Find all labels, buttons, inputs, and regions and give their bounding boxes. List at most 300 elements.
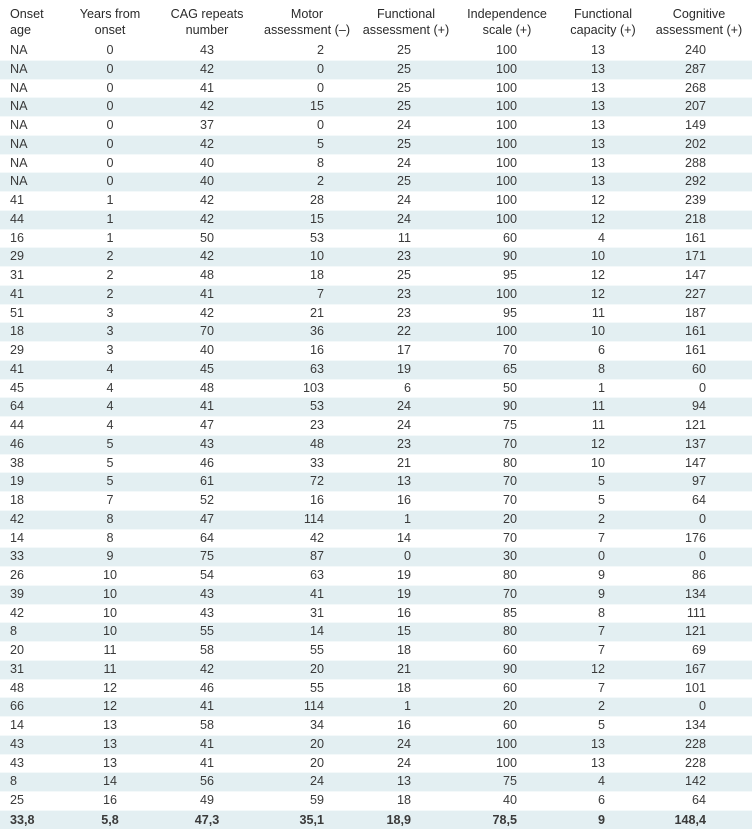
table-cell: 19 bbox=[0, 473, 62, 492]
table-row bbox=[0, 642, 752, 661]
column-header-line: Years from bbox=[79, 7, 141, 21]
table-cell: 161 bbox=[646, 342, 752, 361]
table-cell: 5 bbox=[560, 492, 646, 511]
table-cell: 13 bbox=[560, 135, 646, 154]
table-cell: 43 bbox=[158, 435, 256, 454]
table-cell: 8 bbox=[0, 623, 62, 642]
table-cell: 56 bbox=[158, 773, 256, 792]
table-cell: 0 bbox=[646, 379, 752, 398]
table-cell: 46 bbox=[0, 435, 62, 454]
table-cell: 66 bbox=[0, 698, 62, 717]
table-cell: 58 bbox=[158, 642, 256, 661]
table-cell: 54 bbox=[158, 567, 256, 586]
table-cell: 19 bbox=[358, 585, 454, 604]
table-cell: 13 bbox=[560, 42, 646, 60]
table-cell: 14 bbox=[0, 717, 62, 736]
table-cell: 147 bbox=[646, 267, 752, 286]
table-cell: 64 bbox=[0, 398, 62, 417]
table-cell: 41 bbox=[0, 192, 62, 211]
table-cell: 42 bbox=[158, 98, 256, 117]
table-row bbox=[0, 267, 752, 286]
total-cell: 35,1 bbox=[256, 810, 358, 829]
table-cell: 0 bbox=[646, 510, 752, 529]
column-header bbox=[560, 0, 646, 42]
table-cell: 171 bbox=[646, 248, 752, 267]
table-cell: 103 bbox=[256, 379, 358, 398]
table-cell: 42 bbox=[0, 604, 62, 623]
table-cell: 18 bbox=[0, 492, 62, 511]
table-row bbox=[0, 529, 752, 548]
table-cell: 24 bbox=[358, 735, 454, 754]
table-cell: 38 bbox=[0, 454, 62, 473]
table-cell: 41 bbox=[0, 285, 62, 304]
table-cell: 25 bbox=[358, 42, 454, 60]
table-cell: 48 bbox=[158, 379, 256, 398]
table-cell: NA bbox=[0, 42, 62, 60]
table-cell: 42 bbox=[158, 135, 256, 154]
table-cell: 41 bbox=[158, 754, 256, 773]
table-cell: 46 bbox=[158, 454, 256, 473]
table-row bbox=[0, 792, 752, 811]
table-cell: 41 bbox=[158, 398, 256, 417]
table-cell: 1 bbox=[358, 510, 454, 529]
table-cell: 7 bbox=[256, 285, 358, 304]
table-cell: 72 bbox=[256, 473, 358, 492]
table-cell: 25 bbox=[0, 792, 62, 811]
table-cell: 31 bbox=[0, 267, 62, 286]
table-cell: 19 bbox=[358, 360, 454, 379]
table-cell: 9 bbox=[560, 585, 646, 604]
table-row bbox=[0, 698, 752, 717]
table-cell: 287 bbox=[646, 60, 752, 79]
table-cell: 100 bbox=[454, 60, 560, 79]
table-cell: 19 bbox=[358, 567, 454, 586]
table-cell: 218 bbox=[646, 210, 752, 229]
table-cell: 90 bbox=[454, 248, 560, 267]
table-cell: 50 bbox=[158, 229, 256, 248]
column-header-line: Onset bbox=[10, 7, 44, 21]
table-cell: 0 bbox=[358, 548, 454, 567]
total-cell: 9 bbox=[560, 810, 646, 829]
table-cell: 8 bbox=[560, 604, 646, 623]
table-cell: 7 bbox=[560, 679, 646, 698]
table-row bbox=[0, 398, 752, 417]
table-cell: 70 bbox=[158, 323, 256, 342]
table-cell: 42 bbox=[158, 304, 256, 323]
table-cell: 7 bbox=[62, 492, 158, 511]
table-row bbox=[0, 717, 752, 736]
table-cell: 18 bbox=[358, 679, 454, 698]
table-cell: 0 bbox=[62, 117, 158, 136]
table-cell: 45 bbox=[0, 379, 62, 398]
table-cell: 28 bbox=[256, 192, 358, 211]
table-cell: NA bbox=[0, 60, 62, 79]
table-cell: 0 bbox=[62, 173, 158, 192]
table-cell: 63 bbox=[256, 360, 358, 379]
table-cell: 94 bbox=[646, 398, 752, 417]
table-row bbox=[0, 679, 752, 698]
table-cell: 8 bbox=[560, 360, 646, 379]
table-cell: 55 bbox=[256, 679, 358, 698]
table-cell: 11 bbox=[560, 417, 646, 436]
table-cell: 49 bbox=[158, 792, 256, 811]
table-cell: 36 bbox=[256, 323, 358, 342]
table-cell: 25 bbox=[358, 60, 454, 79]
column-header-line: Motor bbox=[290, 7, 324, 21]
table-cell: 10 bbox=[256, 248, 358, 267]
table-cell: 12 bbox=[560, 267, 646, 286]
column-header-line: assessment (–) bbox=[263, 23, 351, 37]
table-cell: 70 bbox=[454, 492, 560, 511]
table-cell: 33 bbox=[0, 548, 62, 567]
table-cell: 13 bbox=[560, 117, 646, 136]
table-cell: 4 bbox=[62, 417, 158, 436]
table-cell: 70 bbox=[454, 473, 560, 492]
table-cell: 13 bbox=[358, 473, 454, 492]
table-cell: 10 bbox=[560, 248, 646, 267]
table-cell: 42 bbox=[158, 60, 256, 79]
table-cell: 41 bbox=[158, 735, 256, 754]
table-body bbox=[0, 42, 752, 810]
table-cell: 0 bbox=[62, 42, 158, 60]
table-row bbox=[0, 510, 752, 529]
table-cell: 18 bbox=[0, 323, 62, 342]
table-cell: 31 bbox=[256, 604, 358, 623]
table-cell: 4 bbox=[62, 379, 158, 398]
table-row bbox=[0, 773, 752, 792]
table-cell: 80 bbox=[454, 623, 560, 642]
table-cell: 5 bbox=[62, 454, 158, 473]
table-cell: 24 bbox=[358, 754, 454, 773]
table-cell: 2 bbox=[560, 510, 646, 529]
table-cell: 21 bbox=[358, 660, 454, 679]
table-cell: 16 bbox=[0, 229, 62, 248]
table-cell: 167 bbox=[646, 660, 752, 679]
table-row bbox=[0, 604, 752, 623]
table-cell: 114 bbox=[256, 698, 358, 717]
table-cell: 14 bbox=[0, 529, 62, 548]
table-cell: 13 bbox=[560, 173, 646, 192]
table-cell: 86 bbox=[646, 567, 752, 586]
table-cell: 0 bbox=[62, 154, 158, 173]
table-cell: 0 bbox=[256, 79, 358, 98]
table-cell: 228 bbox=[646, 735, 752, 754]
table-cell: 85 bbox=[454, 604, 560, 623]
table-cell: 176 bbox=[646, 529, 752, 548]
table-cell: 11 bbox=[62, 660, 158, 679]
table-cell: 10 bbox=[62, 623, 158, 642]
table-cell: 87 bbox=[256, 548, 358, 567]
table-row bbox=[0, 229, 752, 248]
table-cell: 8 bbox=[62, 510, 158, 529]
table-cell: 7 bbox=[560, 529, 646, 548]
table-cell: 114 bbox=[256, 510, 358, 529]
totals-row bbox=[0, 810, 752, 829]
table-cell: 0 bbox=[646, 548, 752, 567]
table-cell: 13 bbox=[62, 735, 158, 754]
table-cell: 24 bbox=[358, 398, 454, 417]
table-cell: 65 bbox=[454, 360, 560, 379]
table-cell: 18 bbox=[358, 642, 454, 661]
table-cell: 70 bbox=[454, 435, 560, 454]
table-cell: 100 bbox=[454, 42, 560, 60]
table-cell: 3 bbox=[62, 323, 158, 342]
table-cell: 70 bbox=[454, 585, 560, 604]
table-cell: 121 bbox=[646, 417, 752, 436]
column-header-line: assessment (+) bbox=[362, 23, 450, 37]
table-cell: 11 bbox=[62, 642, 158, 661]
table-cell: 13 bbox=[560, 79, 646, 98]
table-cell: 8 bbox=[0, 773, 62, 792]
table-cell: 60 bbox=[454, 679, 560, 698]
table-row bbox=[0, 192, 752, 211]
table-cell: 1 bbox=[560, 379, 646, 398]
table-row bbox=[0, 417, 752, 436]
table-cell: 227 bbox=[646, 285, 752, 304]
table-row bbox=[0, 473, 752, 492]
table-row bbox=[0, 117, 752, 136]
table-row bbox=[0, 210, 752, 229]
table-cell: 47 bbox=[158, 417, 256, 436]
table-cell: 63 bbox=[256, 567, 358, 586]
table-cell: 149 bbox=[646, 117, 752, 136]
table-row bbox=[0, 323, 752, 342]
table-cell: 288 bbox=[646, 154, 752, 173]
table-cell: 64 bbox=[158, 529, 256, 548]
table-cell: 41 bbox=[256, 585, 358, 604]
table-row bbox=[0, 660, 752, 679]
column-header bbox=[454, 0, 560, 42]
table-cell: 161 bbox=[646, 229, 752, 248]
total-cell: 33,8 bbox=[0, 810, 62, 829]
column-header-line: capacity (+) bbox=[570, 23, 636, 37]
header-row bbox=[0, 0, 752, 42]
table-cell: 40 bbox=[158, 173, 256, 192]
total-cell: 47,3 bbox=[158, 810, 256, 829]
table-cell: 1 bbox=[62, 210, 158, 229]
table-cell: NA bbox=[0, 79, 62, 98]
table-cell: 12 bbox=[62, 679, 158, 698]
table-cell: 2 bbox=[62, 267, 158, 286]
table-row bbox=[0, 360, 752, 379]
table-cell: 69 bbox=[646, 642, 752, 661]
table-cell: 21 bbox=[256, 304, 358, 323]
table-cell: 97 bbox=[646, 473, 752, 492]
table-cell: 10 bbox=[62, 585, 158, 604]
table-cell: 4 bbox=[560, 229, 646, 248]
table-cell: 0 bbox=[256, 60, 358, 79]
column-header-line: Independence bbox=[467, 7, 547, 21]
table-cell: 10 bbox=[62, 604, 158, 623]
table-cell: 111 bbox=[646, 604, 752, 623]
table-cell: 13 bbox=[560, 98, 646, 117]
table-row bbox=[0, 735, 752, 754]
table-cell: 42 bbox=[158, 192, 256, 211]
table-cell: 80 bbox=[454, 567, 560, 586]
table-cell: 12 bbox=[62, 698, 158, 717]
table-cell: 6 bbox=[358, 379, 454, 398]
table-cell: 0 bbox=[646, 698, 752, 717]
table-cell: 16 bbox=[62, 792, 158, 811]
table-cell: 9 bbox=[560, 567, 646, 586]
table-cell: 14 bbox=[358, 529, 454, 548]
table-cell: 17 bbox=[358, 342, 454, 361]
column-header-line: number bbox=[185, 23, 229, 37]
table-cell: 101 bbox=[646, 679, 752, 698]
table-cell: 15 bbox=[256, 98, 358, 117]
table-cell: 14 bbox=[62, 773, 158, 792]
table-cell: 64 bbox=[646, 492, 752, 511]
table-row bbox=[0, 135, 752, 154]
table-cell: 16 bbox=[256, 492, 358, 511]
table-cell: 47 bbox=[158, 510, 256, 529]
column-header-line: CAG repeats bbox=[170, 7, 244, 21]
table-cell: 48 bbox=[0, 679, 62, 698]
table-row bbox=[0, 435, 752, 454]
table-cell: 10 bbox=[560, 323, 646, 342]
table-cell: 100 bbox=[454, 192, 560, 211]
table-cell: 22 bbox=[358, 323, 454, 342]
table-cell: 75 bbox=[454, 773, 560, 792]
table-cell: 16 bbox=[358, 604, 454, 623]
table-cell: 23 bbox=[256, 417, 358, 436]
column-header bbox=[62, 0, 158, 42]
table-cell: NA bbox=[0, 173, 62, 192]
table-cell: 7 bbox=[560, 623, 646, 642]
table-row bbox=[0, 98, 752, 117]
table-cell: 48 bbox=[158, 267, 256, 286]
table-cell: 45 bbox=[158, 360, 256, 379]
table-cell: 95 bbox=[454, 304, 560, 323]
table-cell: 40 bbox=[158, 342, 256, 361]
table-cell: 41 bbox=[158, 285, 256, 304]
table-cell: 4 bbox=[62, 398, 158, 417]
table-cell: 41 bbox=[0, 360, 62, 379]
table-cell: 40 bbox=[158, 154, 256, 173]
table-cell: 9 bbox=[62, 548, 158, 567]
table-row bbox=[0, 567, 752, 586]
table-cell: NA bbox=[0, 98, 62, 117]
table-row bbox=[0, 154, 752, 173]
table-row bbox=[0, 248, 752, 267]
table-cell: 239 bbox=[646, 192, 752, 211]
table-cell: 202 bbox=[646, 135, 752, 154]
table-row bbox=[0, 492, 752, 511]
table-cell: 6 bbox=[560, 342, 646, 361]
table-cell: 0 bbox=[256, 117, 358, 136]
table-row bbox=[0, 342, 752, 361]
table-cell: 33 bbox=[256, 454, 358, 473]
table-cell: 1 bbox=[358, 698, 454, 717]
table-cell: 13 bbox=[560, 754, 646, 773]
table-cell: 2 bbox=[62, 248, 158, 267]
table-cell: 187 bbox=[646, 304, 752, 323]
table-cell: 75 bbox=[454, 417, 560, 436]
table-cell: 25 bbox=[358, 135, 454, 154]
table-cell: 46 bbox=[158, 679, 256, 698]
table-cell: 60 bbox=[454, 642, 560, 661]
table-cell: 42 bbox=[158, 660, 256, 679]
table-cell: 52 bbox=[158, 492, 256, 511]
table-cell: 23 bbox=[358, 248, 454, 267]
table-cell: 20 bbox=[454, 510, 560, 529]
table-cell: 8 bbox=[256, 154, 358, 173]
table-row bbox=[0, 60, 752, 79]
table-row bbox=[0, 285, 752, 304]
table-cell: 142 bbox=[646, 773, 752, 792]
table-cell: 64 bbox=[646, 792, 752, 811]
table-row bbox=[0, 754, 752, 773]
table-row bbox=[0, 454, 752, 473]
total-cell: 5,8 bbox=[62, 810, 158, 829]
table-row bbox=[0, 173, 752, 192]
table-cell: 24 bbox=[256, 773, 358, 792]
table-cell: 11 bbox=[358, 229, 454, 248]
table-cell: 6 bbox=[560, 792, 646, 811]
table-cell: 75 bbox=[158, 548, 256, 567]
table-cell: 58 bbox=[158, 717, 256, 736]
table-cell: 29 bbox=[0, 248, 62, 267]
table-cell: 59 bbox=[256, 792, 358, 811]
column-header-line: assessment (+) bbox=[655, 23, 743, 37]
table-cell: 13 bbox=[560, 154, 646, 173]
table-cell: 48 bbox=[256, 435, 358, 454]
table-cell: 4 bbox=[62, 360, 158, 379]
table-cell: 11 bbox=[560, 304, 646, 323]
table-cell: 51 bbox=[0, 304, 62, 323]
table-cell: 43 bbox=[158, 604, 256, 623]
table-cell: 30 bbox=[454, 548, 560, 567]
table-cell: 134 bbox=[646, 585, 752, 604]
table-cell: 20 bbox=[256, 735, 358, 754]
table-cell: 100 bbox=[454, 735, 560, 754]
column-header bbox=[358, 0, 454, 42]
table-cell: 25 bbox=[358, 79, 454, 98]
table-cell: 43 bbox=[158, 585, 256, 604]
total-cell: 148,4 bbox=[646, 810, 752, 829]
table-cell: 4 bbox=[560, 773, 646, 792]
table-cell: 15 bbox=[256, 210, 358, 229]
table-cell: 41 bbox=[158, 698, 256, 717]
table-cell: 20 bbox=[454, 698, 560, 717]
table-cell: 12 bbox=[560, 192, 646, 211]
table-cell: 268 bbox=[646, 79, 752, 98]
table-cell: 1 bbox=[62, 192, 158, 211]
table-cell: 100 bbox=[454, 285, 560, 304]
table-cell: 13 bbox=[62, 754, 158, 773]
table-cell: 34 bbox=[256, 717, 358, 736]
column-header-line: Cognitive bbox=[672, 7, 726, 21]
table-cell: 16 bbox=[358, 492, 454, 511]
table-cell: 42 bbox=[158, 248, 256, 267]
table-cell: 43 bbox=[0, 754, 62, 773]
table-cell: 42 bbox=[0, 510, 62, 529]
column-header bbox=[256, 0, 358, 42]
table-row bbox=[0, 379, 752, 398]
table-cell: 15 bbox=[358, 623, 454, 642]
table-cell: 44 bbox=[0, 417, 62, 436]
table-cell: 100 bbox=[454, 173, 560, 192]
table-cell: 7 bbox=[560, 642, 646, 661]
table-cell: 23 bbox=[358, 435, 454, 454]
table-cell: 2 bbox=[256, 173, 358, 192]
table-cell: 13 bbox=[358, 773, 454, 792]
table-cell: 55 bbox=[158, 623, 256, 642]
table-cell: 25 bbox=[358, 267, 454, 286]
table-cell: 10 bbox=[62, 567, 158, 586]
table-cell: 20 bbox=[256, 754, 358, 773]
table-row bbox=[0, 623, 752, 642]
